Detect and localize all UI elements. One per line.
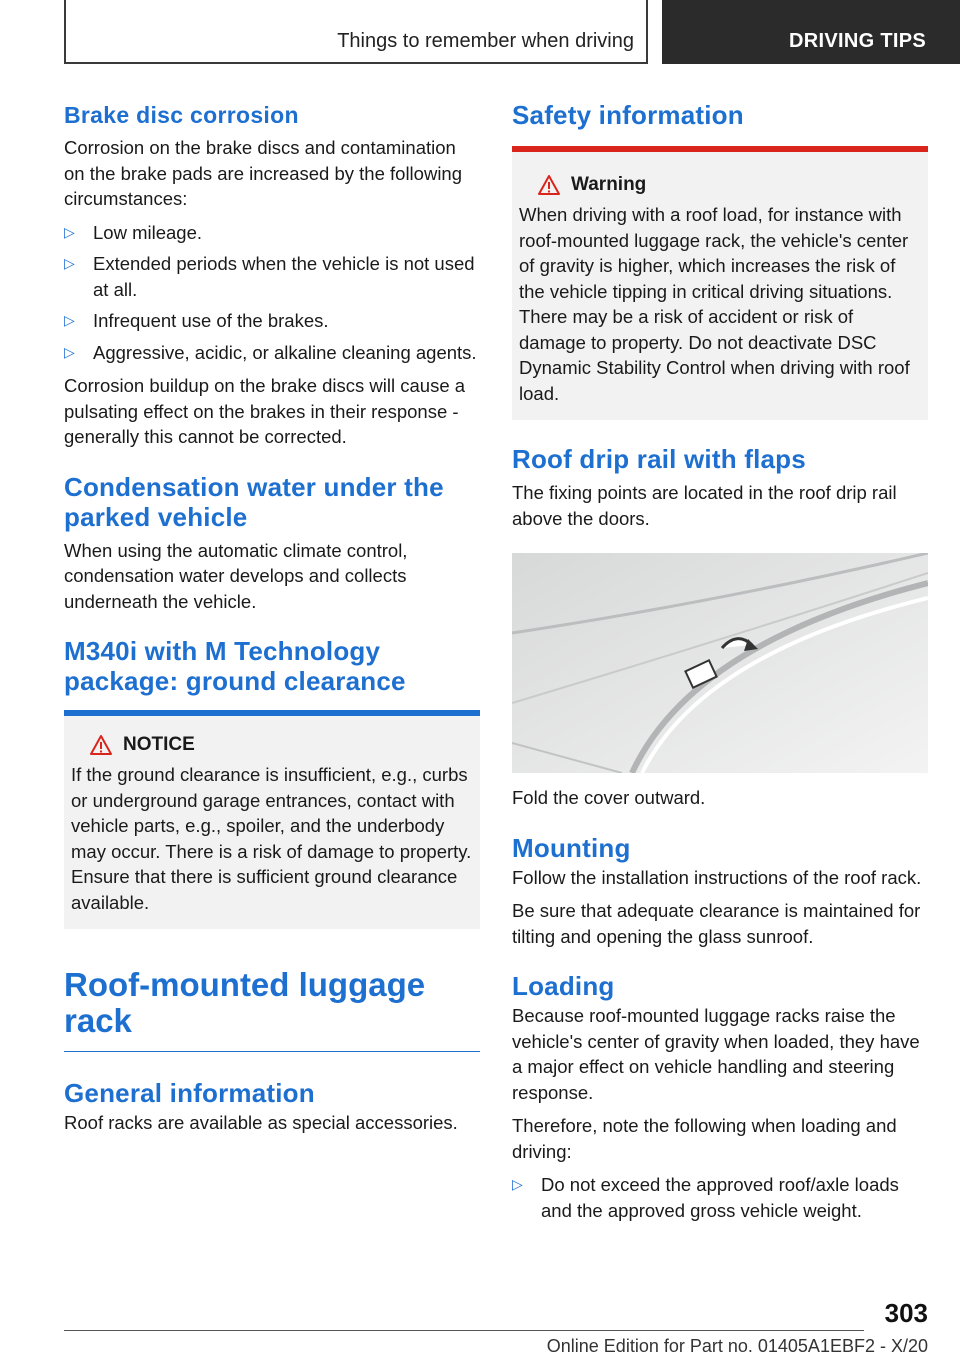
drip-rail-heading: Roof drip rail with flaps xyxy=(512,444,806,474)
header-section-tab xyxy=(662,0,960,64)
list-item: ▷ Extended periods when the vehicle is not used at all. xyxy=(64,253,475,300)
chapter-divider xyxy=(64,1051,480,1052)
notice-label: NOTICE xyxy=(123,734,195,755)
warning-label: Warning xyxy=(571,174,647,195)
loading-paragraph-1: Because roof-mounted luggage racks raise the vehicle's center of gravity when loaded, they have a major effect on vehicle handling and steering response. xyxy=(512,1005,920,1103)
safety-information-heading: Safety information xyxy=(512,100,744,130)
warning-triangle-icon xyxy=(89,734,113,756)
left-column xyxy=(64,100,480,1144)
drip-rail-caption: Fold the cover outward. xyxy=(512,787,706,808)
general-information-heading: General information xyxy=(64,1078,315,1108)
triangle-bullet-icon: ▷ xyxy=(64,223,75,240)
condensation-heading: Condensation water under the parked vehicle xyxy=(64,471,444,532)
triangle-bullet-icon: ▷ xyxy=(64,255,75,271)
brake-disc-heading: Brake disc corrosion xyxy=(64,102,299,128)
roof-rack-chapter-heading: Roof-mounted luggage rack xyxy=(64,966,426,1039)
triangle-bullet-icon: ▷ xyxy=(512,1176,523,1192)
list-item: ▷ Do not exceed the approved roof/axle loads and the approved gross vehicle weight. xyxy=(512,1174,899,1221)
warning-triangle-icon xyxy=(537,174,561,196)
notice-body: If the ground clearance is insufficient, e.g., curbs or underground garage entrances, contact with vehicle parts, e.g., spoiler, and the underbody may occur. There is a risk of damage to property. Ensure that there is sufficient ground clearance available. xyxy=(71,764,472,913)
general-information-body: Roof racks are available as special accessories. xyxy=(64,1112,458,1133)
notice-callout xyxy=(64,710,480,929)
footer-divider xyxy=(64,1330,864,1331)
m340i-heading: M340i with M Technology package: ground clearance xyxy=(64,636,406,696)
header-section-label: DRIVING TIPS xyxy=(789,30,926,52)
list-item: ▷ Aggressive, acidic, or alkaline cleaning agents. xyxy=(64,340,480,366)
list-item: ▷ Infrequent use of the brakes. xyxy=(64,308,480,334)
brake-disc-list xyxy=(64,220,480,366)
mounting-paragraph-2: Be sure that adequate clearance is maintained for tilting and opening the glass sunroof. xyxy=(512,900,921,947)
header-title: Things to remember when driving xyxy=(337,30,634,52)
loading-list xyxy=(512,1172,928,1223)
mounting-paragraph-1: Follow the installation instructions of the roof rack. xyxy=(512,866,922,888)
warning-callout-header xyxy=(537,174,920,196)
roof-drip-rail-illustration xyxy=(512,553,928,773)
drip-rail-body: The fixing points are located in the roof drip rail above the doors. xyxy=(512,482,897,529)
right-column xyxy=(512,100,928,1231)
notice-callout-header xyxy=(89,734,472,756)
list-item: ▷ Low mileage. xyxy=(64,220,480,246)
loading-paragraph-2: Therefore, note the following when loading and driving: xyxy=(512,1115,897,1162)
footer-edition: Online Edition for Part no. 01405A1EBF2 - X/20 xyxy=(546,1336,928,1356)
loading-heading: Loading xyxy=(512,971,615,1001)
warning-body: When driving with a roof load, for instance with roof-mounted luggage rack, the vehicle's center of gravity is higher, which increases the risk of the vehicle tipping in critical driving situations. There may be a risk of accident or risk of damage to property. Do not deactivate DSC Dynamic Stability Control when driving with roof load. xyxy=(519,204,910,404)
brake-disc-outro: Corrosion buildup on the brake discs will cause a pulsating effect on the brakes in their response - generally this cannot be corrected. xyxy=(64,375,466,447)
condensation-body: When using the automatic climate control, condensation water develops and collects underneath the vehicle. xyxy=(64,539,408,612)
triangle-bullet-icon: ▷ xyxy=(64,343,75,360)
brake-disc-intro: Corrosion on the brake discs and contamination on the brake pads are increased by the following circumstances: xyxy=(64,137,463,209)
page-number: 303 xyxy=(884,1298,928,1328)
mounting-heading: Mounting xyxy=(512,832,631,863)
warning-callout xyxy=(512,146,928,420)
triangle-bullet-icon: ▷ xyxy=(64,312,75,328)
header-title-box xyxy=(64,0,648,64)
roof-drip-rail-photo xyxy=(512,553,928,773)
